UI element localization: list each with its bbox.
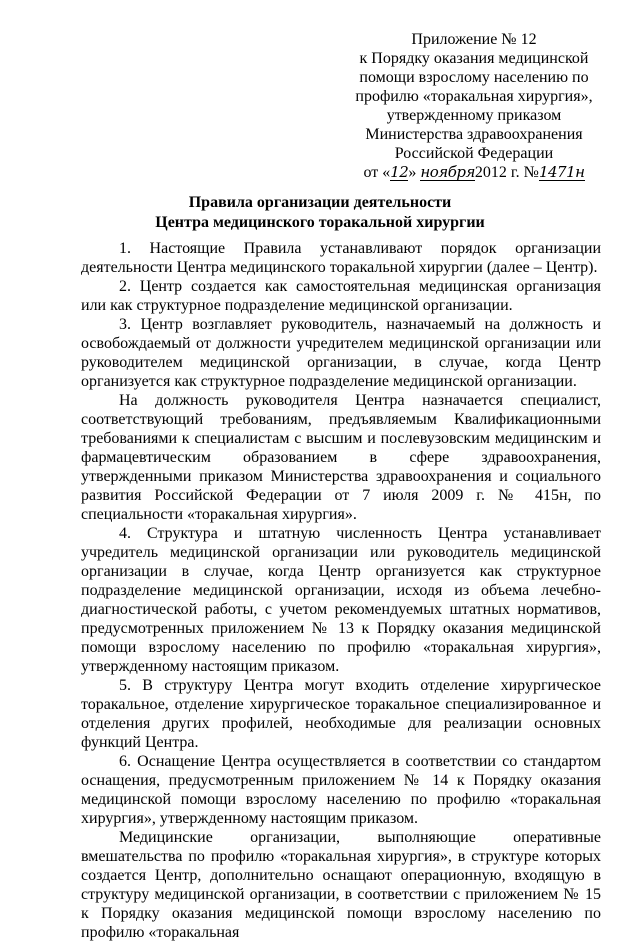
handwritten-day: 12 — [390, 163, 409, 181]
appendix-line: к Порядку оказания медицинской — [359, 50, 589, 67]
date-mid: » — [408, 164, 421, 181]
paragraph: 1. Настоящие Правила устанавливают порядок организации деятельности Центра медицинского торакальной хирургии (далее – Центр). — [81, 240, 601, 276]
paragraph: 2. Центр создается как самостоятельная медицинская организация или как структурное подразделение медицинской организации. — [81, 278, 601, 314]
appendix-line: Приложение № 12 — [411, 31, 537, 48]
title-line-1: Правила организации деятельности — [188, 194, 452, 211]
paragraph: 4. Структура и штатную численность Центра устанавливает учредитель медицинской организации или руководитель медицинской организации в случае, когда Центр организуется как структурное подразделение медицинской организации, исходя из объема лечебно-диагностической работы, с учетом рекомендуемых штатных нормативов, предусмотренных приложением № 13 к Порядку оказания медицинской помощи взрослому населению по профилю «торакальная хирургия», утвержденному настоящим приказом. — [81, 525, 601, 675]
appendix-date-line — [348, 163, 600, 182]
handwritten-order-number: 1471н — [538, 163, 585, 181]
paragraph: 3. Центр возглавляет руководитель, назначаемый на должность и освобождаемый от должности учредителем медицинской организации или руководителем медицинской организации, в случае, когда Центр организуется как структурное подразделение медицинской организации. — [81, 316, 601, 390]
paragraph: 5. В структуру Центра могут входить отделение хирургическое торакальное, отделение хирургическое торакальное специализированное и отделения других профилей, необходимые для реализации основных функций Центра. — [81, 677, 601, 751]
paragraph: 6. Оснащение Центра осуществляется в соответствии со стандартом оснащения, предусмотренным приложением № 14 к Порядку оказания медицинской помощи взрослому населению по профилю «торакальная хирургия», утвержденному настоящим приказом. — [81, 753, 601, 827]
appendix-line: утвержденному приказом — [386, 107, 562, 124]
paragraph: На должность руководителя Центра назначается специалист, соответствующий требованиям, предъявляемым Квалификационными требованиями к специалистам с высшим и послевузовским медицинским и фармацевтическим образованием в сфере здравоохранения, утвержденными приказом Министерства здравоохранения и социального развития Российской Федерации от 7 июля 2009 г. № 415н, по специальности «торакальная хирургия». — [81, 392, 601, 523]
appendix-header — [348, 30, 600, 182]
date-prefix: от « — [363, 164, 391, 181]
appendix-line: помощи взрослому населению по — [359, 69, 589, 86]
appendix-line: Российской Федерации — [394, 145, 554, 162]
document-body — [81, 239, 601, 942]
document-title — [60, 193, 580, 233]
appendix-line: Министерства здравоохранения — [365, 126, 583, 143]
appendix-line: профилю «торакальная хирургия», — [355, 88, 593, 105]
handwritten-month: ноября — [420, 163, 475, 181]
title-line-2: Центра медицинского торакальной хирургии — [155, 214, 485, 231]
paragraph: Медицинские организации, выполняющие оперативные вмешательства по профилю «торакальная хирургия», в структуре которых создается Центр, дополнительно оснащают операционную, входящую в структуру медицинской организации, в соответствии с приложением № 15 к Порядку оказания медицинской помощи взрослому населению по профилю «торакальная — [81, 829, 601, 941]
date-year: 2012 г. № — [474, 164, 539, 181]
